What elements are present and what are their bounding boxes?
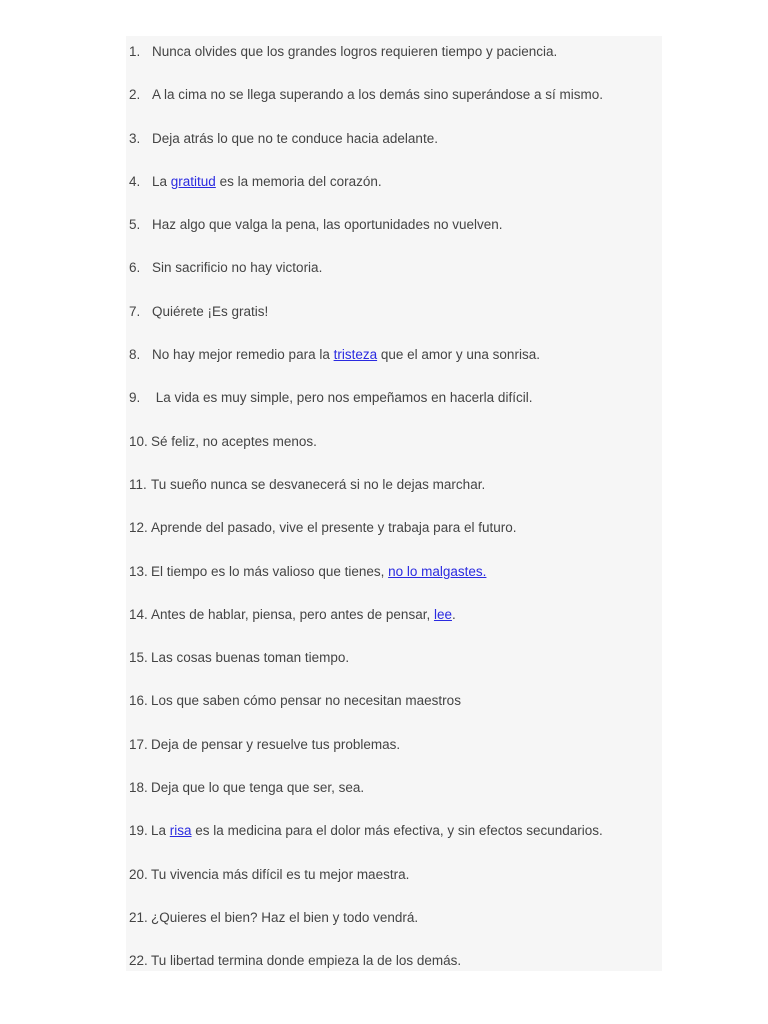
quote-text: Deja que lo que tenga que ser, sea. [151,780,365,796]
quote-link[interactable]: risa [169,823,192,839]
quote-link[interactable]: no lo malgastes. [388,563,487,579]
quote-item [129,865,603,908]
quote-text: La [151,823,170,839]
quote-number: 10. [129,433,148,449]
quote-item [129,85,603,128]
quote-item [129,518,603,561]
quote-item [129,302,603,345]
quote-number: 17. [129,736,148,752]
quote-number: 13. [129,563,148,579]
quote-item [129,432,603,475]
quote-number: 5. [129,217,141,233]
quote-text-after-link: es la medicina para el dolor más efectiva, y sin efectos secundarios. [191,823,603,839]
quote-item [129,562,603,605]
quote-item [129,908,603,951]
quote-text: Tu libertad termina donde empieza la de los demás. [151,953,462,969]
quote-text-after-link: . [451,606,456,622]
quote-number: 6. [129,260,141,276]
quote-item [129,691,603,734]
quote-item [129,821,603,864]
quote-number: 9. [129,390,141,406]
quote-text: Tu sueño nunca se desvanecerá si no le dejas marchar. [151,476,486,492]
quote-item [129,42,603,85]
quote-item [129,735,603,778]
quote-number: 16. [129,693,148,709]
quote-text: A la cima no se llega superando a los demás sino superándose a sí mismo. [152,87,603,103]
quote-item [129,345,603,388]
quote-text: Antes de hablar, piensa, pero antes de pensar, [151,606,434,622]
quote-text: Los que saben cómo pensar no necesitan maestros [151,693,461,709]
quote-text: Haz algo que valga la pena, las oportunidades no vuelven. [152,217,503,233]
quote-number: 11. [129,476,147,492]
quote-number: 7. [129,303,141,319]
quote-number: 18. [129,780,148,796]
quote-text: Sé feliz, no aceptes menos. [151,433,317,449]
quote-number: 22. [129,953,148,969]
quote-number: 1. [129,44,141,59]
quote-item [129,129,603,172]
quote-item [129,778,603,821]
quote-text: Sin sacrificio no hay victoria. [152,260,323,276]
quote-number: 2. [129,87,141,103]
quote-link[interactable]: tristeza [333,347,378,363]
quote-item [129,388,603,431]
quote-number: 3. [129,130,141,146]
quote-link[interactable]: lee [433,606,452,622]
quote-text: La vida es muy simple, pero nos empeñamos en hacerla difícil. [152,390,533,406]
quote-number: 4. [129,173,141,189]
quote-text: Tu vivencia más difícil es tu mejor maestra. [151,866,410,882]
quote-text: El tiempo es lo más valioso que tienes, [151,563,389,579]
quote-text: ¿Quieres el bien? Haz el bien y todo vendrá. [151,909,419,925]
quote-item [129,258,603,301]
quote-text: Quiérete ¡Es gratis! [152,303,269,319]
quote-text: Deja de pensar y resuelve tus problemas. [151,736,401,752]
quote-text: Aprende del pasado, vive el presente y trabaja para el futuro. [151,520,517,536]
quote-item [129,215,603,258]
quote-number: 15. [129,650,148,666]
quote-item [129,475,603,518]
quote-link[interactable]: gratitud [170,173,216,189]
quote-text: Las cosas buenas toman tiempo. [151,650,350,666]
quote-text: Nunca olvides que los grandes logros requieren tiempo y paciencia. [152,44,558,59]
quote-item [129,951,603,994]
quote-text: Deja atrás lo que no te conduce hacia adelante. [152,130,438,146]
quote-number: 12. [129,520,148,536]
quote-number: 20. [129,866,148,882]
quote-text-after-link: es la memoria del corazón. [215,173,382,189]
quote-item [129,648,603,691]
quote-list [129,42,603,995]
quote-number: 8. [129,347,141,363]
quote-text: La [152,173,171,189]
quote-number: 21. [129,909,148,925]
quote-item [129,605,603,648]
quote-number: 19. [129,823,148,839]
quote-text-after-link: que el amor y una sonrisa. [377,347,540,363]
quote-text: No hay mejor remedio para la [152,347,334,363]
quote-number: 14. [129,606,148,622]
quote-item [129,172,603,215]
